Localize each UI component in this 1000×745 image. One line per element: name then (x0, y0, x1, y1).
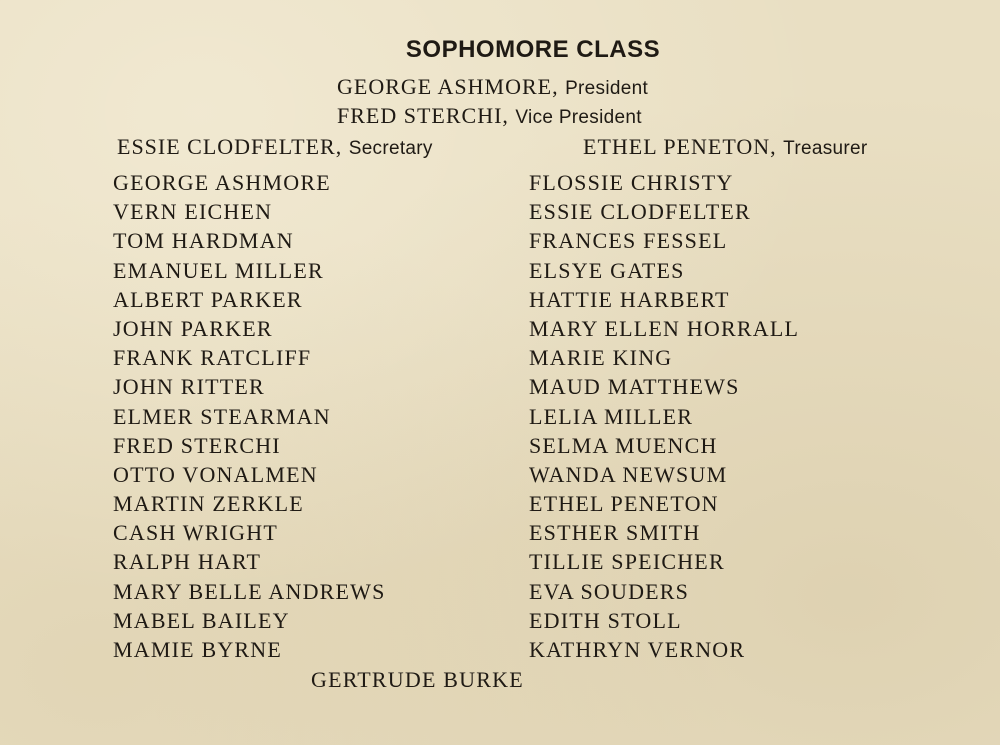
member-list-right (529, 168, 799, 664)
list-item: JOHN PARKER (113, 315, 273, 341)
list-item: JOHN RITTER (113, 374, 265, 400)
list-item: HATTIE HARBERT (529, 286, 730, 312)
officer-role: Secretary (348, 138, 433, 159)
officer-name: ESSIE CLODFELTER, (117, 134, 343, 159)
list-item: MABEL BAILEY (113, 607, 290, 633)
list-item: FRANCES FESSEL (529, 228, 728, 254)
list-item: MARY ELLEN HORRALL (529, 315, 800, 341)
list-item: TOM HARDMAN (113, 228, 294, 254)
list-item: MAMIE BYRNE (113, 637, 283, 662)
list-item: ALBERT PARKER (113, 286, 303, 312)
list-item: WANDA NEWSUM (529, 461, 728, 487)
list-item: MARIE KING (529, 345, 673, 371)
list-item: GEORGE ASHMORE (113, 170, 331, 195)
list-item: MARTIN ZERKLE (113, 491, 304, 517)
list-item: MAUD MATTHEWS (529, 374, 740, 400)
final-member-name: GERTRUDE BURKE (311, 667, 524, 692)
officer-role: President (565, 78, 649, 99)
list-item: ESTHER SMITH (529, 520, 701, 546)
officer-name: ETHEL PENETON, (583, 134, 777, 159)
officer-treasurer (583, 134, 868, 160)
officer-role: Vice President (515, 107, 642, 128)
officer-vice-president (337, 103, 642, 129)
list-item: ETHEL PENETON (529, 491, 719, 517)
list-item: EDITH STOLL (529, 607, 682, 633)
list-item: LELIA MILLER (529, 403, 694, 429)
list-item: FRED STERCHI (113, 432, 281, 458)
member-list-left (113, 168, 386, 664)
list-item: FRANK RATCLIFF (113, 345, 312, 371)
officer-president (337, 74, 648, 100)
list-item: MARY BELLE ANDREWS (113, 578, 386, 604)
list-item: CASH WRIGHT (113, 520, 278, 546)
officer-name: FRED STERCHI, (337, 103, 509, 128)
officer-secretary (117, 134, 433, 160)
list-item: EVA SOUDERS (529, 578, 690, 604)
list-item: KATHRYN VERNOR (529, 637, 746, 662)
list-item: SELMA MUENCH (529, 432, 718, 458)
page-title: SOPHOMORE CLASS (405, 36, 661, 63)
list-item: ELMER STEARMAN (113, 403, 331, 429)
list-item: ELSYE GATES (529, 257, 685, 283)
list-item: VERN EICHEN (113, 199, 273, 225)
officer-role: Treasurer (783, 138, 868, 159)
officer-name: GEORGE ASHMORE, (337, 74, 559, 99)
list-item: FLOSSIE CHRISTY (529, 170, 734, 195)
list-item: ESSIE CLODFELTER (529, 199, 751, 225)
list-item: TILLIE SPEICHER (529, 549, 725, 575)
list-item: RALPH HART (113, 549, 262, 575)
list-item: OTTO VONALMEN (113, 461, 318, 487)
list-item: EMANUEL MILLER (113, 257, 324, 283)
